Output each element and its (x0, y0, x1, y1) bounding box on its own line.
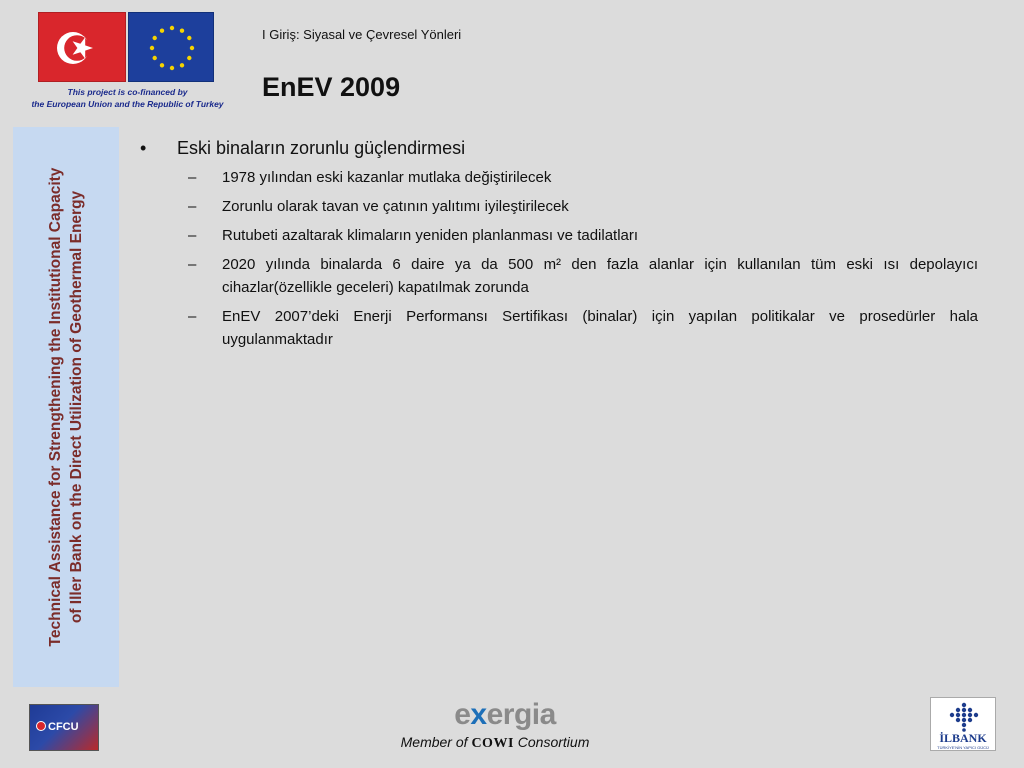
side-panel-text (45, 137, 87, 677)
ilbank-tagline: TÜRKİYE'NİN YAPICI GÜCÜ (937, 745, 989, 750)
dash-mark: – (188, 169, 197, 186)
cfcu-label: CFCU (48, 721, 79, 733)
sub-item (140, 166, 978, 189)
sub-item-text: Rutubeti azaltarak klimaların yeniden planlanması ve tadilatları (222, 227, 639, 244)
dash-mark: – (188, 256, 197, 273)
breadcrumb: I Giriş: Siyasal ve Çevresel Yönleri (262, 27, 462, 42)
exergia-e: e (454, 698, 471, 731)
dash-mark: – (188, 308, 197, 325)
cofinance-note (10, 86, 245, 110)
side-panel (13, 127, 119, 687)
exergia-logo (440, 698, 570, 732)
bullet-item (140, 136, 978, 160)
slide-title: EnEV 2009 (262, 72, 401, 102)
exergia-x: x (470, 698, 487, 731)
cofinance-line-2: the European Union and the Republic of Turkey (31, 99, 224, 109)
dash-mark: – (188, 198, 197, 215)
cfcu-emblem-icon (36, 721, 46, 731)
bullet-text: Eski binaların zorunlu güçlendirmesi (177, 138, 466, 158)
ilbank-grid-icon (947, 702, 981, 732)
consortium-note (370, 734, 620, 752)
cowi-name: COWI (471, 736, 514, 751)
sub-item-text: 1978 yılından eski kazanlar mutlaka değiştirilecek (222, 169, 552, 186)
member-prefix: Member of (400, 734, 468, 750)
dash-mark: – (188, 227, 197, 244)
sub-item-text: EnEV 2007’deki Enerji Performansı Sertifikası (binalar) için yapılan politikalar ve prosedürler hala uygulanmaktadır (222, 308, 978, 348)
exergia-rest: ergia (486, 698, 556, 731)
turkey-flag-icon (38, 12, 126, 82)
sub-item-text: 2020 yılında binalarda 6 daire ya da 500 m² den fazla alanlar için kullanılan tüm eski ısı depolayıcı cihazlar(özellikle geceleri) kapatılmak zorunda (222, 256, 978, 296)
sub-item-text: Zorunlu olarak tavan ve çatının yalıtımı iyileştirilecek (222, 198, 569, 215)
cofinance-line-1: This project is co-financed by (67, 87, 188, 97)
side-panel-line-1: Technical Assistance for Strengthening the Institutional Capacity (47, 167, 64, 647)
slide-content (140, 136, 978, 357)
flags-logo (38, 12, 215, 82)
ilbank-label: İLBANK (939, 731, 987, 745)
eu-flag-icon (128, 12, 214, 82)
ilbank-logo (930, 697, 996, 751)
sub-item (140, 305, 978, 351)
sub-item (140, 224, 978, 247)
sub-item (140, 195, 978, 218)
side-panel-line-2: of Iller Bank on the Direct Utilization of Geothermal Energy (68, 190, 85, 624)
member-suffix: Consortium (517, 734, 590, 750)
cfcu-logo (29, 704, 99, 751)
bullet-mark: • (140, 138, 147, 158)
sub-item (140, 253, 978, 299)
